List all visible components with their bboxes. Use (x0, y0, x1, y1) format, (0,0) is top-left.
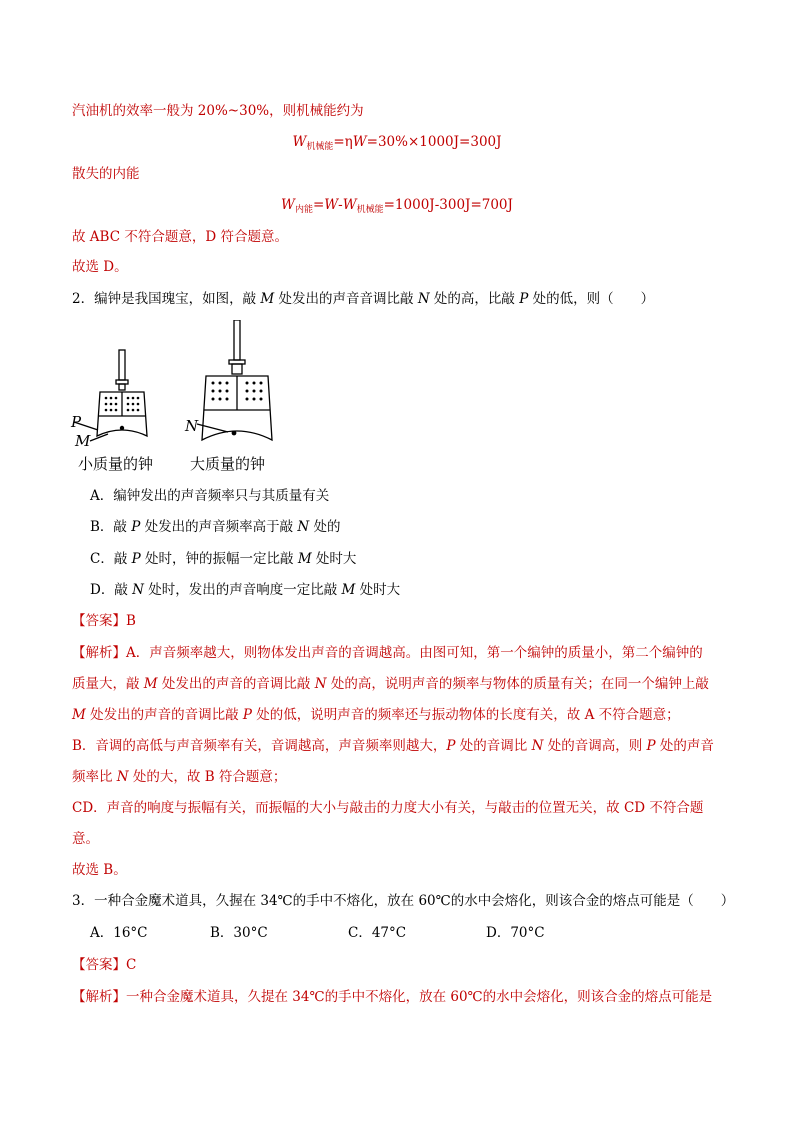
point-label: M (72, 707, 86, 723)
label-m: M (75, 432, 91, 450)
analysis-line-7: 意。 (72, 831, 99, 847)
stem-text: 处的高，比敲 (429, 291, 520, 307)
point-label: P (131, 551, 141, 567)
label-p: P (71, 413, 82, 431)
point-label: M (341, 582, 356, 598)
analysis-tag: 【解析】 (72, 645, 126, 661)
option-text: D．敲 (90, 582, 133, 598)
solution-choice: 故选 D。 (72, 259, 128, 275)
small-bell-handle (119, 350, 125, 380)
analysis-text: A．声音频率越大，则物体发出声音的音调越高。由图可知，第一个编钟的质量小，第二个编钟的 (126, 645, 703, 661)
eq-symbol: W (342, 197, 357, 213)
option-text: 处发出的声音频率高于敲 (140, 519, 298, 535)
analysis-line-8: 故选 B。 (72, 862, 127, 878)
question-3-stem: 3．一种合金魔术道具，久握在 34℃的手中不熔化，放在 60℃的水中会熔化，则该合金的熔点可能是（ ） (72, 893, 735, 909)
bells-figure (68, 320, 288, 475)
analysis-text: 处的高，说明声音的频率与物体的质量有关；在同一个编钟上敲 (326, 676, 709, 692)
point-label: M (143, 676, 158, 692)
q3-option-a: A．16°C (90, 925, 148, 941)
analysis-line-4 (72, 737, 714, 755)
answer-tag: 【答案】 (72, 957, 126, 973)
eq-subscript: 内能 (294, 205, 313, 215)
equation-mechanical-energy (0, 133, 794, 156)
small-bell-strike-point (120, 426, 124, 430)
bells-illustration (68, 320, 288, 475)
option-text: B．敲 (90, 519, 132, 535)
analysis-text: 处发出的声音的音调比敲 (85, 707, 243, 723)
analysis-text: 处发出的声音的音调比敲 (157, 676, 315, 692)
question-3-answer (72, 956, 136, 974)
option-text: 处的 (309, 519, 341, 535)
answer-value: C (126, 957, 137, 973)
eq-part: - (338, 197, 343, 213)
point-label: N (417, 291, 430, 307)
solution-line-efficiency: 汽油机的效率一般为 20%~30%，则机械能约为 (72, 103, 364, 119)
point-label: N (297, 519, 310, 535)
analysis-text: 处的声音 (655, 738, 714, 754)
eq-subscript: 机械能 (356, 205, 384, 215)
eq-part: =η (333, 134, 353, 150)
question-2-answer (72, 612, 136, 630)
analysis-text: 处的音调高，则 (543, 738, 647, 754)
caption-small-bell: 小质量的钟 (78, 455, 154, 473)
point-label: M (260, 291, 275, 307)
point-label: P (646, 738, 656, 754)
point-label: P (131, 519, 141, 535)
point-label: P (519, 291, 529, 307)
analysis-line-6: CD．声音的响度与振幅有关，而振幅的大小与敲击的力度大小有关，与敲击的位置无关，故 CD 不符合题 (72, 800, 704, 816)
eq-symbol: W (281, 197, 295, 213)
point-label: N (116, 769, 129, 785)
q3-option-b: B．30°C (210, 925, 268, 941)
option-text: 处时大 (311, 551, 357, 567)
eq-subscript: 机械能 (306, 142, 334, 152)
stem-text: 2．编钟是我国瑰宝，如图，敲 (72, 291, 261, 307)
answer-tag: 【答案】 (72, 613, 126, 629)
option-text: 处时，钟的振幅一定比敲 (140, 551, 298, 567)
q3-option-d: D．70°C (486, 925, 545, 941)
analysis-text: 处的低，说明声音的频率还与振动物体的长度有关，故 A 不符合题意； (252, 707, 680, 723)
analysis-text: 处的音调比 (455, 738, 532, 754)
question-3-analysis (72, 988, 712, 1006)
stem-text: 处的低，则（ ） (528, 291, 655, 307)
option-text: C．敲 (90, 551, 132, 567)
caption-large-bell: 大质量的钟 (190, 455, 266, 473)
point-label: P (446, 738, 456, 754)
pointer-n (197, 424, 228, 432)
large-bell-strike-point (232, 431, 237, 436)
eq-symbol: W (324, 197, 339, 213)
option-text: 处时大 (355, 582, 401, 598)
eq-part: =1000J-300J=700J (383, 197, 513, 213)
large-bell-neck (232, 364, 242, 374)
option-b (90, 518, 341, 536)
analysis-line-5 (72, 768, 286, 786)
analysis-text: 一种合金魔术道具，久提在 34℃的手中不熔化，放在 60℃的水中会熔化，则该合金的熔点可能是 (126, 989, 713, 1005)
point-label: M (297, 551, 312, 567)
point-label: N (314, 676, 327, 692)
analysis-text: B．音调的高低与声音频率有关，音调越高，声音频率则越大， (72, 738, 447, 754)
eq-symbol: W (292, 134, 307, 150)
eq-part: =30%×1000J=300J (366, 134, 502, 150)
stem-text: 处发出的声音音调比敲 (274, 291, 418, 307)
question-2-stem (72, 290, 654, 308)
eq-symbol: W (352, 134, 367, 150)
point-label: P (242, 707, 253, 723)
eq-part: = (312, 197, 325, 213)
q3-option-c: C．47°C (348, 925, 407, 941)
large-bell-handle (234, 320, 240, 360)
option-d (90, 581, 400, 599)
label-n: N (185, 417, 199, 435)
option-a: A．编钟发出的声音频率只与其质量有关 (90, 488, 330, 504)
option-text: 处时，发出的声音响度一定比敲 (143, 582, 342, 598)
point-label: N (531, 738, 544, 754)
answer-value: B (126, 613, 136, 629)
solution-line-lost-energy: 散失的内能 (72, 166, 140, 182)
analysis-tag: 【解析】 (72, 989, 126, 1005)
equation-internal-energy (0, 196, 794, 219)
solution-conclusion: 故 ABC 不符合题意，D 符合题意。 (72, 229, 288, 245)
analysis-line-3 (72, 706, 680, 724)
option-c (90, 550, 356, 568)
analysis-text: 质量大，敲 (72, 676, 144, 692)
analysis-line-1 (72, 644, 703, 662)
analysis-text: 处的大，故 B 符合题意； (128, 769, 287, 785)
small-bell-neck (119, 384, 125, 390)
analysis-line-2 (72, 675, 709, 693)
point-label: N (132, 582, 144, 598)
analysis-text: 频率比 (72, 769, 117, 785)
